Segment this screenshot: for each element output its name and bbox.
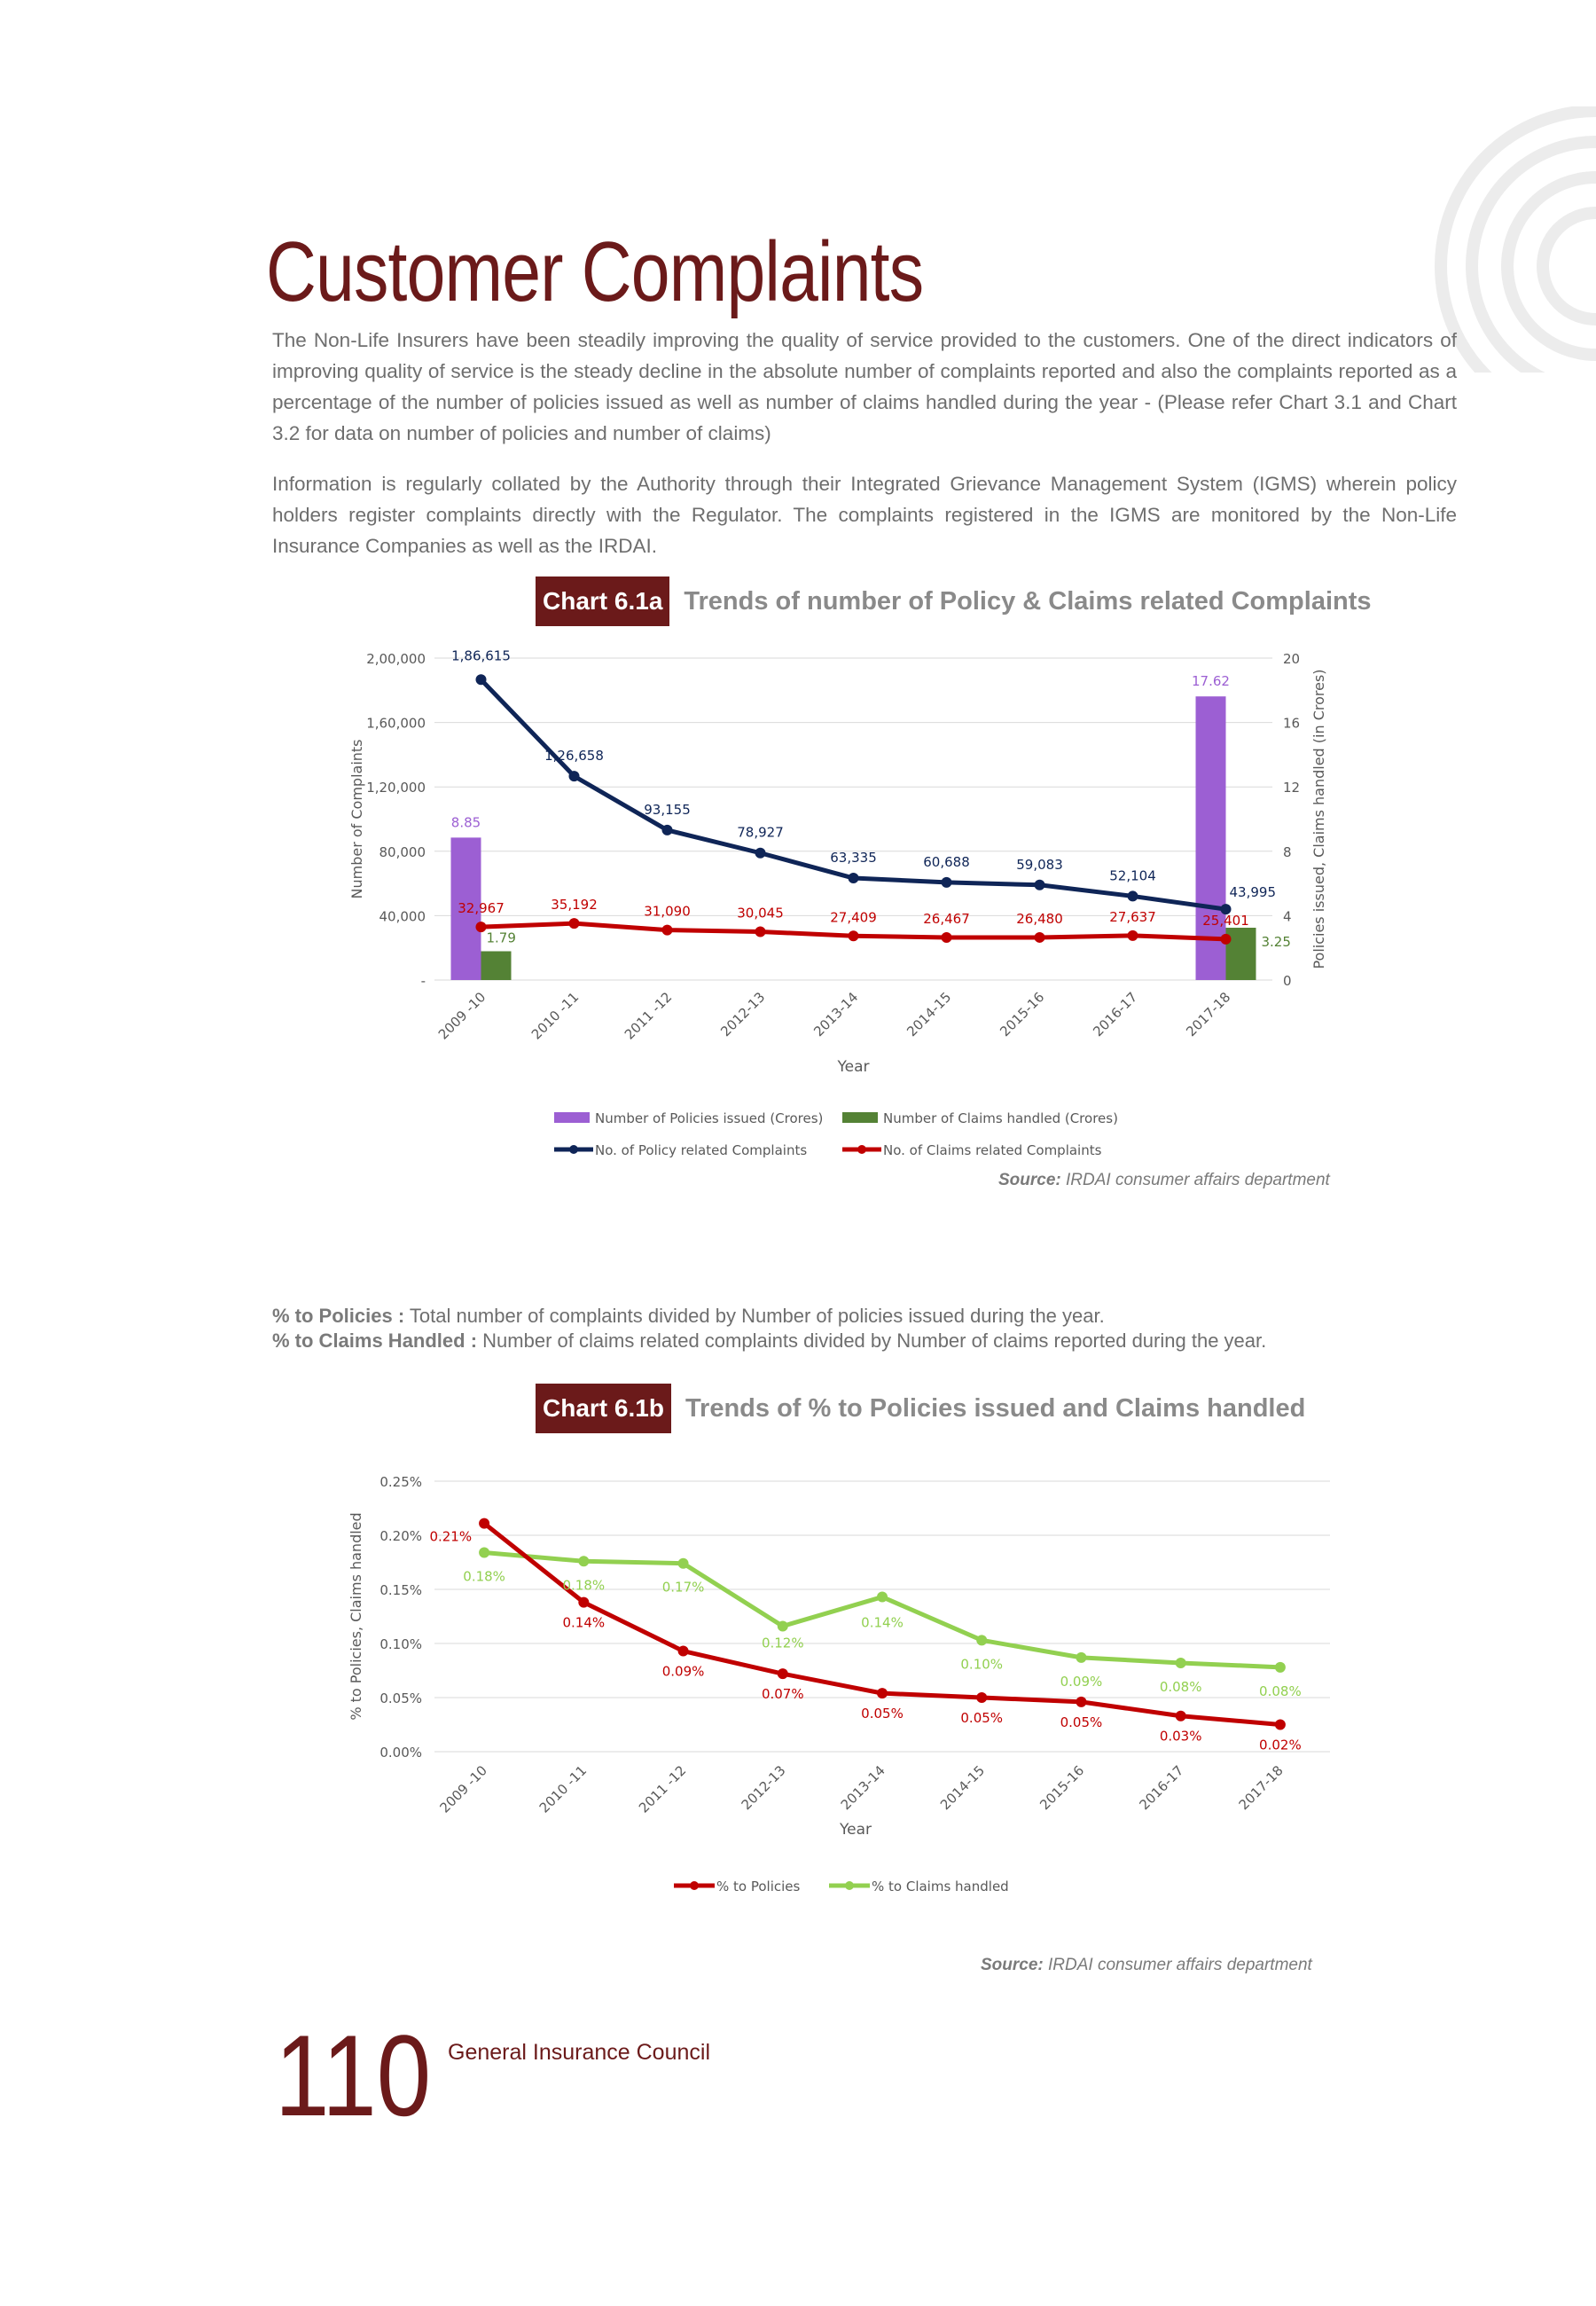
x-tick-label: 2010 -11 (536, 1762, 591, 1816)
data-label-policy-complaints: 52,104 (1109, 867, 1156, 884)
y-tick-label: 0.00% (379, 1745, 422, 1761)
legend-marker (857, 1145, 866, 1154)
x-tick-label: 2013-14 (837, 1762, 888, 1814)
claims-complaints-point (1035, 932, 1045, 943)
y-tick-label: 80,000 (379, 843, 426, 860)
data-label-policy-complaints: 78,927 (737, 824, 784, 841)
pct-policies-point (1076, 1697, 1086, 1707)
definition-policies (272, 1304, 1266, 1329)
legend-label: Number of Claims handled (Crores) (883, 1110, 1118, 1126)
data-label-policy-complaints: 59,083 (1016, 856, 1063, 873)
data-label-policies: 8.85 (450, 814, 481, 831)
pct-policies-point (479, 1518, 489, 1529)
data-label-pct-policies: 0.05% (861, 1706, 904, 1722)
chart-6-1b-source (981, 1956, 1312, 1975)
definition-label: % to Claims Handled : (272, 1329, 478, 1352)
page-title: Customer Complaints (266, 224, 924, 319)
policy-complaints-point (1035, 880, 1045, 890)
data-label-policy-complaints: 43,995 (1229, 884, 1276, 901)
x-tick-label: 2012-13 (717, 989, 769, 1040)
data-label-policy-complaints: 1,26,658 (544, 748, 604, 765)
chart-6-1b (0, 1455, 1596, 1933)
data-label-pct-policies: 0.21% (429, 1528, 473, 1545)
chart-tag: Chart 6.1a (536, 576, 669, 626)
claims-complaints-point (569, 918, 580, 929)
bar-claims-handled (481, 952, 512, 980)
source-text: IRDAI consumer affairs department (1060, 1171, 1330, 1189)
pct-claims-point (976, 1635, 987, 1645)
data-label-claims-complaints: 26,480 (1016, 910, 1063, 927)
intro-paragraph: The Non-Life Insurers have been steadily improving the quality of service provided to the customers. One of the direct indicators of improving quality of service is the steady decline in the absolute number of complaints reported and also the complaints reported as a percentage of the number of policies issued as well as number of claims handled during the year - (Please refer Chart 3.1 and Chart 3.2 for data on number of policies and number of claims) (272, 329, 1457, 444)
definition-label: % to Policies : (272, 1305, 405, 1327)
y-tick-label: 1,20,000 (366, 780, 426, 796)
policy-complaints-point (755, 848, 766, 859)
claims-complaints-point (849, 930, 859, 941)
pct-claims-point (678, 1558, 689, 1569)
y2-tick-label: 16 (1283, 715, 1301, 732)
x-tick-label: 2012-13 (738, 1762, 789, 1814)
x-tick-label: 2015-16 (1037, 1762, 1088, 1814)
y2-tick-label: 12 (1283, 780, 1301, 796)
data-label-claims: 3.25 (1261, 934, 1291, 951)
data-label-claims-complaints: 25,401 (1202, 912, 1249, 929)
legend-marker (690, 1881, 699, 1890)
data-label-pct-policies: 0.02% (1259, 1737, 1302, 1753)
data-label-pct-claims: 0.08% (1159, 1678, 1202, 1695)
definition-text: Total number of complaints divided by Number of policies issued during the year. (404, 1305, 1105, 1327)
x-tick-label: 2014-15 (936, 1762, 989, 1814)
source-text: IRDAI consumer affairs department (1043, 1956, 1312, 1974)
data-label-pct-policies: 0.05% (960, 1710, 1004, 1726)
claims-complaints-point (1128, 930, 1138, 941)
y-tick-label: 0.05% (379, 1690, 422, 1706)
y2-tick-label: 8 (1283, 843, 1292, 860)
source-label: Source: (981, 1956, 1044, 1974)
data-label-pct-policies: 0.14% (562, 1614, 606, 1631)
data-label-claims-complaints: 27,409 (830, 909, 877, 926)
pct-policies-point (976, 1692, 987, 1703)
x-tick-label: 2016-17 (1136, 1762, 1187, 1814)
claims-complaints-point (476, 922, 487, 932)
pct-claims-point (877, 1592, 888, 1603)
x-tick-label: 2013-14 (810, 989, 862, 1040)
y2-axis-title: Policies issued, Claims handled (in Crores) (1310, 669, 1327, 969)
pct-claims-point (1076, 1652, 1086, 1663)
data-label-policy-complaints: 60,688 (923, 853, 970, 870)
data-label-pct-claims: 0.10% (960, 1656, 1004, 1673)
x-axis-title: Year (840, 1821, 872, 1839)
pct-claims-point (578, 1556, 589, 1566)
pct-claims-point (1275, 1662, 1286, 1673)
data-label-policy-complaints: 93,155 (644, 801, 691, 818)
chart-6-1b-header (536, 1384, 1305, 1433)
data-label-policies: 17.62 (1192, 673, 1230, 690)
data-label-pct-claims: 0.18% (463, 1568, 505, 1585)
chart-tag: Chart 6.1b (536, 1384, 671, 1433)
pct-policies-point (1275, 1720, 1286, 1730)
pct-claims-point (1176, 1658, 1186, 1668)
data-label-pct-claims: 0.18% (562, 1577, 606, 1594)
definitions (272, 1304, 1266, 1353)
data-label-pct-policies: 0.03% (1159, 1728, 1202, 1745)
data-label-pct-claims: 0.12% (761, 1635, 804, 1651)
x-tick-label: 2017-18 (1235, 1762, 1287, 1814)
data-label-claims-complaints: 31,090 (644, 903, 691, 920)
page-number: 110 (275, 2011, 432, 2140)
y-tick-label: 0.25% (379, 1474, 422, 1490)
data-label-claims-complaints: 32,967 (458, 900, 505, 917)
legend-marker (569, 1145, 578, 1154)
legend-label: Number of Policies issued (Crores) (595, 1110, 824, 1126)
bar-claims-handled (1226, 928, 1256, 980)
pct-policies-point (778, 1668, 788, 1679)
legend-label: % to Policies (716, 1879, 801, 1894)
data-label-claims-complaints: 27,637 (1109, 908, 1156, 925)
y-tick-label: 40,000 (379, 908, 426, 925)
data-label-claims-complaints: 26,467 (923, 910, 970, 927)
x-tick-label: 2010 -11 (528, 989, 583, 1043)
claims-complaints-point (942, 932, 952, 943)
x-tick-label: 2011 -12 (621, 989, 676, 1043)
x-tick-label: 2009 -10 (434, 989, 489, 1043)
igms-paragraph: Information is regularly collated by the Authority through their Integrated Grievance Management System (IGMS) wherein policy holders register complaints directly with the Regulator. The complaints registered in the IGMS are monitored by the Non-Life Insurance Companies as well as the IRDAI. (272, 473, 1457, 557)
legend-label: No. of Claims related Complaints (883, 1142, 1102, 1158)
y-axis-title: % to Policies, Claims handled (348, 1512, 364, 1721)
pct-policies-point (678, 1646, 689, 1657)
data-label-pct-policies: 0.09% (661, 1663, 705, 1680)
policy-complaints-point (1128, 890, 1138, 901)
x-axis-title: Year (837, 1058, 870, 1076)
policy-complaints-point (942, 877, 952, 888)
x-tick-label: 2016-17 (1090, 989, 1141, 1040)
source-label: Source: (998, 1171, 1061, 1189)
policy-complaints-point (569, 771, 580, 781)
y2-tick-label: 4 (1283, 908, 1292, 925)
y-axis-title: Number of Complaints (348, 739, 365, 899)
chart-6-1a-header (536, 576, 1372, 626)
x-tick-label: 2011 -12 (635, 1762, 690, 1816)
data-label-claims: 1.79 (486, 929, 516, 946)
data-label-pct-claims: 0.09% (1060, 1673, 1103, 1690)
x-tick-label: 2014-15 (904, 989, 955, 1040)
y-tick-label: 0.15% (379, 1582, 422, 1598)
pct-policies-point (877, 1688, 888, 1698)
data-label-pct-claims: 0.08% (1259, 1682, 1302, 1699)
chart-title: Trends of number of Policy & Claims related Complaints (684, 586, 1372, 616)
data-label-policy-complaints: 1,86,615 (451, 647, 511, 664)
y2-tick-label: 0 (1283, 973, 1292, 989)
y2-tick-label: 20 (1283, 651, 1301, 667)
claims-complaints-point (1221, 934, 1232, 945)
policy-complaints-point (662, 825, 673, 835)
claims-complaints-point (662, 925, 673, 936)
pct-policies-point (1176, 1711, 1186, 1722)
definition-claims (272, 1329, 1266, 1353)
legend-label: No. of Policy related Complaints (595, 1142, 808, 1158)
policy-complaints-point (476, 674, 487, 685)
legend-swatch (554, 1112, 590, 1123)
legend-swatch (842, 1112, 878, 1123)
data-label-pct-policies: 0.07% (761, 1686, 804, 1703)
chart-6-1a-source (998, 1171, 1330, 1190)
y-tick-label: 2,00,000 (366, 651, 426, 667)
y-tick-label: 0.20% (379, 1528, 422, 1544)
data-label-pct-policies: 0.05% (1060, 1714, 1103, 1730)
data-label-claims-complaints: 35,192 (551, 897, 598, 914)
x-tick-label: 2017-18 (1183, 989, 1234, 1040)
pct-claims-point (778, 1620, 788, 1631)
pct-claims-point (479, 1548, 489, 1558)
chart-6-1a (0, 621, 1596, 1171)
claims-complaints-point (755, 926, 766, 937)
footer-publisher: General Insurance Council (448, 2040, 710, 2065)
y-tick-label: 1,60,000 (366, 715, 426, 732)
definition-text: Number of claims related complaints divided by Number of claims reported during the year. (477, 1329, 1267, 1352)
y-tick-label: 0.10% (379, 1636, 422, 1652)
data-label-pct-claims: 0.17% (661, 1579, 705, 1596)
data-label-pct-claims: 0.14% (861, 1614, 904, 1631)
policy-complaints-point (849, 873, 859, 883)
y-tick-label: - (420, 973, 426, 989)
data-label-policy-complaints: 63,335 (830, 850, 877, 867)
x-tick-label: 2015-16 (997, 989, 1048, 1040)
x-tick-label: 2009 -10 (436, 1762, 490, 1816)
legend-marker (845, 1881, 854, 1890)
chart-title: Trends of % to Policies issued and Claims handled (685, 1393, 1306, 1423)
legend-label: % to Claims handled (872, 1879, 1009, 1894)
data-label-claims-complaints: 30,045 (737, 905, 784, 922)
pct-policies-point (578, 1597, 589, 1608)
